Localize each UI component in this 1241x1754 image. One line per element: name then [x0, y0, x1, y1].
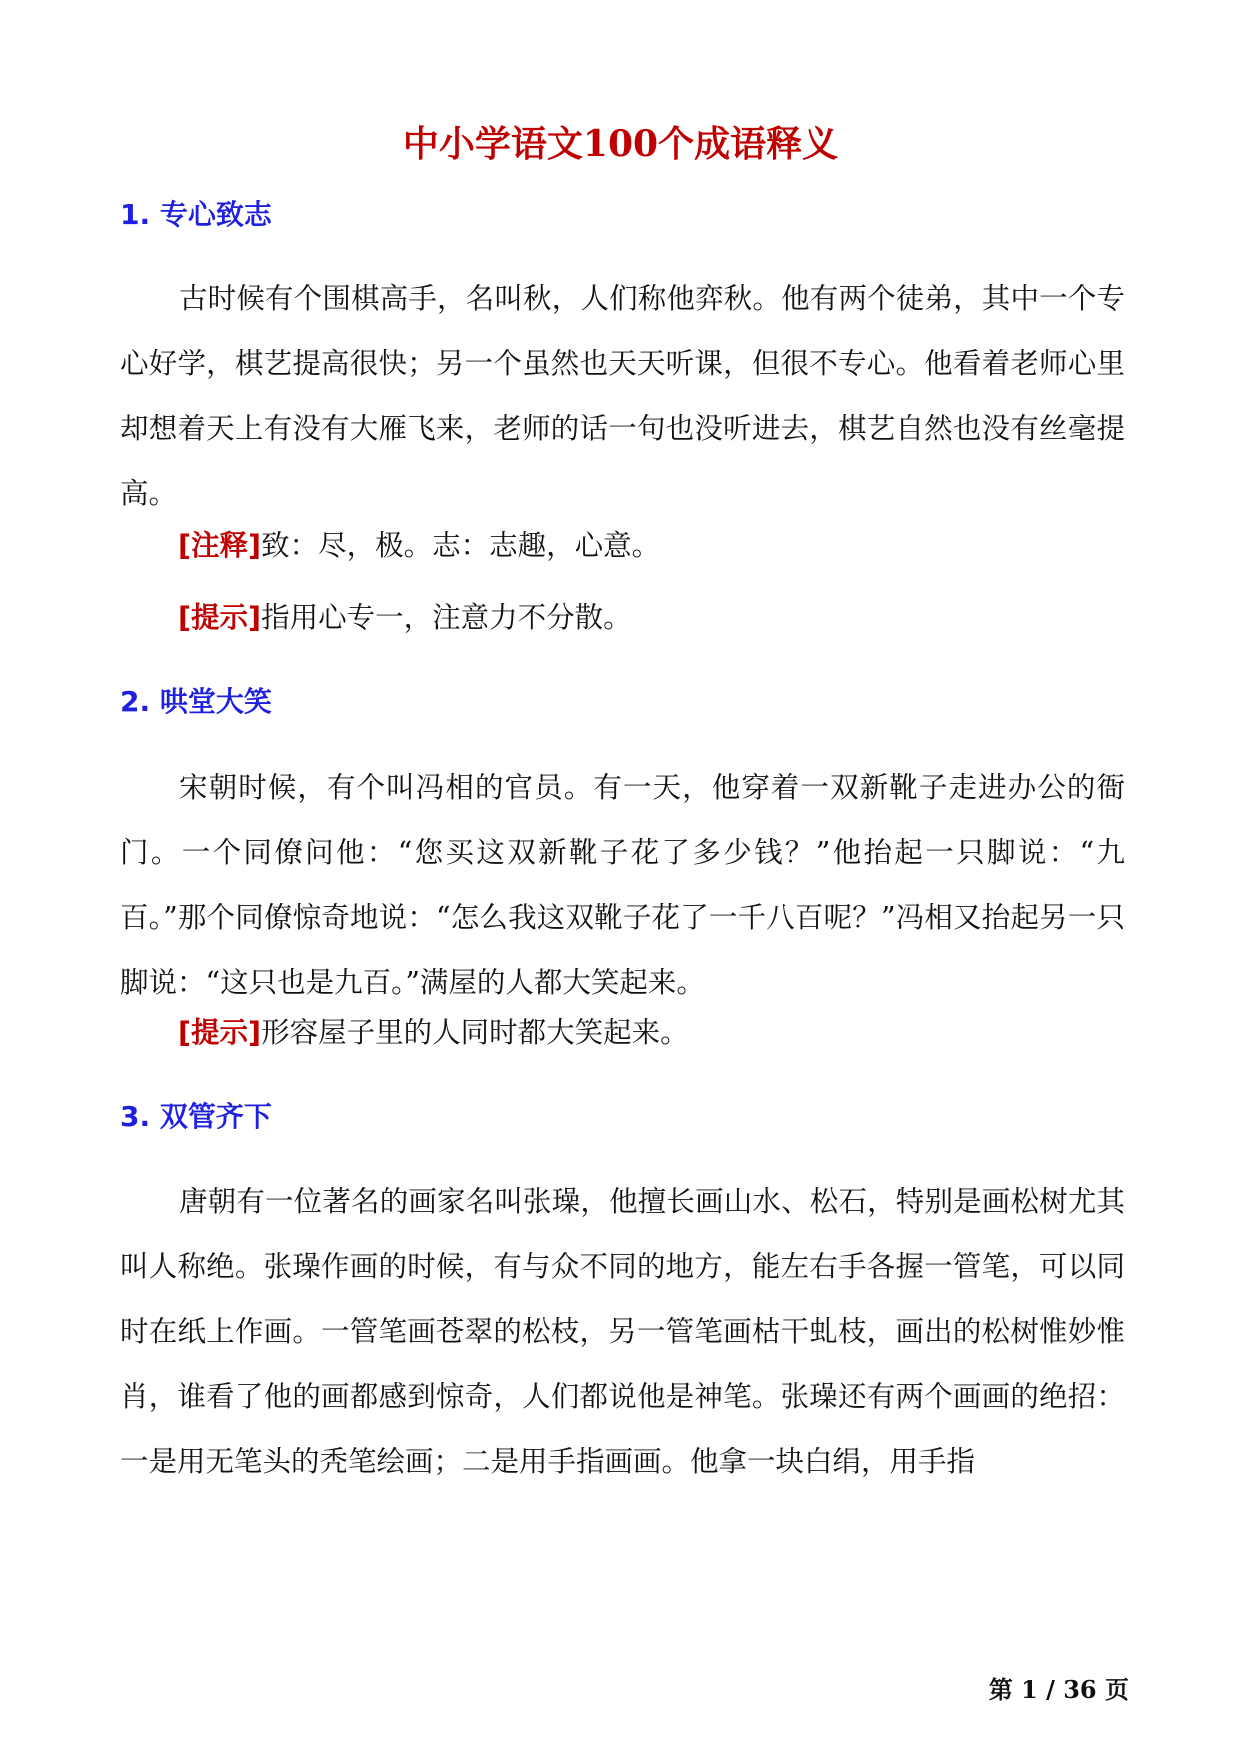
document-title: 中小学语文100个成语释义 — [402, 123, 839, 165]
note-text: 形容屋子里的人同时都大笑起来。 — [261, 1016, 689, 1049]
section-heading: 2. 哄堂大笑 — [120, 685, 272, 718]
note-tag: [提示] — [178, 1016, 262, 1049]
page-number: 第 1 / 36 页 — [988, 1675, 1129, 1704]
note-line — [178, 1013, 1128, 1053]
note-line — [178, 598, 1128, 638]
note-text: 致：尽，极。志：志趣，心意。 — [261, 529, 661, 562]
section-heading: 1. 专心致志 — [120, 198, 272, 231]
section-heading: 3. 双管齐下 — [120, 1100, 272, 1133]
note-text: 指用心专一，注意力不分散。 — [261, 601, 632, 634]
section-body: 宋朝时候，有个叫冯相的官员。有一天，他穿着一双新靴子走进办公的衙门。一个同僚问他：“您买这双新靴子花了多少钱？”他抬起一只脚说：“九百。”那个同僚惊奇地说：“怎么我这双靴子花了一千八百呢？”冯相又抬起另一只脚说：“这只也是九百。”满屋的人都大笑起来。 — [120, 771, 1125, 999]
note-tag: [注释] — [178, 529, 262, 562]
section-body: 唐朝有一位著名的画家名叫张璪，他擅长画山水、松石，特别是画松树尤其叫人称绝。张璪作画的时候，有与众不同的地方，能左右手各握一管笔，可以同时在纸上作画。一管笔画苍翠的松枝，另一管笔画枯干虬枝，画出的松树惟妙惟肖，谁看了他的画都感到惊奇，人们都说他是神笔。张璪还有两个画画的绝招：一是用无笔头的秃笔绘画；二是用手指画画。他拿一块白绢，用手指 — [120, 1185, 1125, 1478]
note-tag: [提示] — [178, 601, 262, 634]
section-body: 古时候有个围棋高手，名叫秋，人们称他弈秋。他有两个徒弟，其中一个专心好学，棋艺提高很快；另一个虽然也天天听课，但很不专心。他看着老师心里却想着天上有没有大雁飞来，老师的话一句也没听进去，棋艺自然也没有丝毫提高。 — [120, 282, 1125, 510]
note-line — [178, 526, 1128, 566]
